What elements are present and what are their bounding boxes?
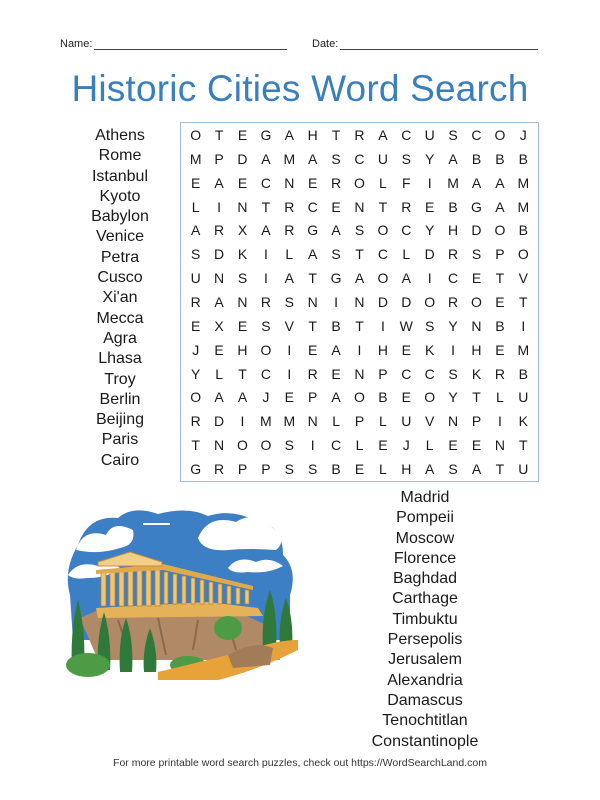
word-list-item: Agra: [103, 329, 137, 347]
grid-cell[interactable]: E: [471, 270, 482, 287]
grid-cell[interactable]: C: [424, 365, 435, 382]
grid-cell[interactable]: A: [495, 174, 505, 191]
grid-cell[interactable]: K: [425, 341, 435, 358]
grid-cell[interactable]: U: [518, 461, 529, 478]
grid-cell[interactable]: H: [448, 222, 459, 239]
grid-cell[interactable]: I: [427, 270, 432, 287]
grid-cell[interactable]: S: [354, 222, 365, 239]
grid-cell[interactable]: B: [518, 365, 528, 382]
grid-cell[interactable]: H: [471, 341, 482, 358]
grid-cell[interactable]: B: [495, 150, 505, 167]
grid-cell[interactable]: S: [191, 246, 201, 263]
grid-cell[interactable]: M: [447, 174, 459, 191]
date-label: Date:: [312, 38, 339, 50]
grid-cell[interactable]: I: [521, 317, 526, 334]
grid-cell[interactable]: V: [425, 413, 435, 430]
grid-cell[interactable]: N: [307, 293, 318, 310]
grid-cell[interactable]: B: [331, 317, 341, 334]
grid-cell[interactable]: P: [214, 150, 224, 167]
word-list-item: Jerusalem: [388, 651, 462, 669]
grid-cell[interactable]: S: [261, 317, 271, 334]
word-list-item: Damascus: [387, 691, 463, 709]
grid-cell[interactable]: H: [377, 341, 388, 358]
grid-cell[interactable]: E: [471, 437, 482, 454]
grid-cell[interactable]: S: [448, 365, 458, 382]
grid-cell[interactable]: I: [334, 293, 339, 310]
date-line[interactable]: [340, 40, 538, 50]
grid-cell[interactable]: A: [284, 270, 294, 287]
grid-cell[interactable]: D: [214, 246, 225, 263]
grid-cell[interactable]: A: [471, 174, 482, 191]
grid-cell[interactable]: A: [495, 198, 505, 215]
word-list-left: [60, 126, 180, 471]
grid-cell[interactable]: L: [191, 198, 200, 215]
grid-cell[interactable]: L: [215, 365, 223, 382]
grid-cell[interactable]: U: [377, 150, 388, 167]
grid-cell[interactable]: U: [190, 270, 201, 287]
grid-cell[interactable]: T: [378, 198, 388, 215]
grid-cell[interactable]: H: [401, 461, 412, 478]
word-list-item: Mecca: [96, 309, 144, 327]
grid-cell[interactable]: U: [518, 389, 529, 406]
grid-cell[interactable]: Y: [425, 222, 435, 239]
grid-cell[interactable]: T: [355, 317, 364, 334]
grid-cell[interactable]: L: [495, 389, 504, 406]
grid-cell[interactable]: E: [495, 293, 505, 310]
grid-cell[interactable]: H: [237, 341, 248, 358]
page-title: Historic Cities Word Search: [71, 68, 529, 109]
grid-cell[interactable]: J: [402, 437, 410, 454]
grid-cell[interactable]: O: [260, 341, 272, 358]
grid-cell[interactable]: A: [284, 126, 294, 143]
grid-cell[interactable]: N: [307, 413, 318, 430]
grid-cell[interactable]: N: [354, 365, 365, 382]
grid-cell[interactable]: B: [518, 150, 528, 167]
grid-cell[interactable]: N: [284, 174, 295, 191]
grid-cell[interactable]: K: [237, 246, 248, 263]
grid-cell[interactable]: E: [331, 365, 341, 382]
grid-cell[interactable]: A: [214, 293, 224, 310]
grid-cell[interactable]: H: [307, 126, 318, 143]
grid-cell[interactable]: C: [401, 365, 412, 382]
grid-cell[interactable]: T: [495, 270, 505, 287]
grid-cell[interactable]: E: [448, 437, 458, 454]
parthenon-acropolis-icon: [58, 500, 303, 685]
word-list-item: Paris: [101, 431, 139, 449]
grid-cell[interactable]: A: [214, 174, 224, 191]
grid-cell[interactable]: E: [191, 317, 201, 334]
grid-cell[interactable]: A: [448, 150, 458, 167]
grid-cell[interactable]: D: [401, 293, 412, 310]
grid-cell[interactable]: E: [495, 341, 505, 358]
grid-cell[interactable]: C: [401, 126, 412, 143]
grid-cell[interactable]: S: [331, 246, 341, 263]
grid-cell[interactable]: L: [378, 461, 387, 478]
word-list-item: Cairo: [100, 451, 140, 469]
grid-cell[interactable]: V: [518, 270, 528, 287]
grid-cell[interactable]: E: [237, 317, 248, 334]
grid-cell[interactable]: I: [263, 246, 268, 263]
grid-cell[interactable]: U: [401, 413, 412, 430]
grid-cell[interactable]: R: [284, 198, 295, 215]
grid-cell[interactable]: E: [214, 341, 224, 358]
grid-cell[interactable]: C: [471, 126, 482, 143]
grid-cell[interactable]: C: [307, 198, 318, 215]
grid-cell[interactable]: S: [284, 437, 294, 454]
grid-cell[interactable]: C: [401, 222, 412, 239]
grid-cell[interactable]: I: [263, 270, 268, 287]
grid-cell[interactable]: N: [237, 293, 248, 310]
grid-cell[interactable]: O: [494, 222, 506, 239]
grid-cell[interactable]: E: [378, 437, 388, 454]
grid-cell[interactable]: A: [331, 389, 341, 406]
grid-cell[interactable]: T: [495, 461, 505, 478]
grid-cell[interactable]: J: [519, 126, 527, 143]
grid-cell[interactable]: T: [191, 437, 200, 454]
grid-cell[interactable]: S: [448, 126, 458, 143]
grid-cell[interactable]: R: [494, 365, 505, 382]
grid-cell[interactable]: O: [517, 246, 529, 263]
grid-cell[interactable]: D: [377, 293, 388, 310]
grid-cell[interactable]: S: [448, 461, 458, 478]
grid-cell[interactable]: R: [284, 222, 295, 239]
grid-cell[interactable]: A: [354, 270, 365, 287]
word-list-item: Kyoto: [99, 187, 141, 205]
grid-cell[interactable]: O: [377, 222, 389, 239]
grid-cell[interactable]: A: [237, 389, 248, 406]
grid-cell[interactable]: B: [378, 389, 388, 406]
word-list-item: Babylon: [91, 208, 149, 226]
grid-cell[interactable]: M: [189, 150, 202, 167]
grid-cell[interactable]: S: [308, 461, 318, 478]
grid-cell[interactable]: O: [190, 389, 202, 406]
grid-cell[interactable]: T: [214, 126, 224, 143]
grid-cell[interactable]: L: [402, 246, 411, 263]
grid-cell[interactable]: P: [237, 461, 248, 478]
grid-cell[interactable]: R: [190, 413, 201, 430]
grid-cell[interactable]: E: [237, 126, 248, 143]
grid-cell[interactable]: P: [261, 461, 271, 478]
grid-cell[interactable]: P: [471, 413, 482, 430]
word-list-item: Moscow: [395, 529, 455, 547]
grid-cell[interactable]: P: [354, 413, 365, 430]
grid-cell[interactable]: R: [260, 293, 271, 310]
grid-cell[interactable]: N: [448, 413, 459, 430]
grid-cell[interactable]: O: [354, 389, 365, 406]
grid-cell[interactable]: O: [494, 126, 506, 143]
word-list-item: Berlin: [99, 390, 141, 408]
grid-cell[interactable]: C: [331, 437, 342, 454]
word-list-item: Tenochtitlan: [382, 712, 468, 730]
word-list-item: Madrid: [400, 489, 450, 506]
grid-cell[interactable]: A: [308, 150, 318, 167]
grid-cell[interactable]: R: [448, 246, 459, 263]
grid-cell[interactable]: P: [495, 246, 505, 263]
grid-cell[interactable]: C: [260, 174, 271, 191]
word-list-right: [350, 488, 500, 752]
grid-cell[interactable]: N: [214, 437, 225, 454]
grid-cell[interactable]: K: [471, 365, 482, 382]
grid-cell[interactable]: B: [518, 222, 528, 239]
grid-cell[interactable]: B: [331, 461, 341, 478]
grid-cell[interactable]: F: [402, 174, 411, 191]
grid-cell[interactable]: U: [424, 126, 435, 143]
grid-cell[interactable]: T: [355, 246, 364, 263]
grid-cell[interactable]: B: [471, 150, 482, 167]
grid-cell[interactable]: G: [260, 126, 272, 143]
grid-cell[interactable]: A: [261, 150, 271, 167]
word-list-item: Athens: [95, 127, 145, 144]
grid-cell[interactable]: I: [217, 198, 222, 215]
grid-cell[interactable]: N: [237, 198, 248, 215]
grid-cell[interactable]: A: [214, 389, 224, 406]
grid-cell[interactable]: O: [190, 126, 202, 143]
grid-cell[interactable]: P: [378, 365, 388, 382]
grid-cell[interactable]: Y: [425, 150, 435, 167]
grid-cell[interactable]: G: [471, 198, 482, 215]
grid-cell[interactable]: M: [517, 174, 530, 191]
grid-cell[interactable]: I: [497, 413, 502, 430]
grid-cell[interactable]: C: [377, 246, 388, 263]
grid-cell[interactable]: Y: [448, 389, 458, 406]
parthenon-illustration: [58, 500, 303, 685]
word-list-item: Constantinople: [371, 732, 479, 750]
grid-cell[interactable]: O: [354, 174, 365, 191]
grid-cell[interactable]: C: [354, 150, 365, 167]
grid-cell[interactable]: C: [260, 365, 271, 382]
grid-cell[interactable]: E: [308, 341, 318, 358]
word-list-item: Alexandria: [387, 671, 463, 689]
grid-cell[interactable]: A: [331, 222, 341, 239]
grid-cell[interactable]: A: [471, 461, 482, 478]
grid-cell[interactable]: E: [237, 174, 248, 191]
grid-cell[interactable]: N: [494, 437, 505, 454]
grid-cell[interactable]: R: [401, 198, 412, 215]
grid-cell[interactable]: D: [471, 222, 482, 239]
grid-cell[interactable]: A: [378, 126, 388, 143]
word-list-item: Florence: [393, 549, 457, 567]
grid-cell[interactable]: T: [331, 126, 341, 143]
word-list-item: Petra: [100, 248, 140, 266]
grid-cell[interactable]: S: [331, 150, 341, 167]
grid-cell[interactable]: O: [424, 293, 436, 310]
grid-cell[interactable]: T: [308, 270, 317, 287]
grid-cell[interactable]: R: [331, 174, 342, 191]
grid-cell[interactable]: R: [214, 461, 225, 478]
grid-cell[interactable]: O: [471, 293, 482, 310]
grid-cell[interactable]: J: [192, 341, 200, 358]
grid-cell[interactable]: E: [425, 198, 435, 215]
letter-grid: [180, 122, 539, 482]
grid-cell[interactable]: M: [283, 150, 296, 167]
grid-cell[interactable]: N: [354, 198, 365, 215]
word-list-item: Istanbul: [91, 167, 149, 185]
word-list-item: Pompeii: [396, 509, 454, 527]
grid-cell[interactable]: E: [401, 389, 411, 406]
grid-cell[interactable]: A: [331, 341, 341, 358]
grid-cell[interactable]: M: [260, 413, 272, 430]
grid-cell[interactable]: S: [237, 270, 248, 287]
grid-cell[interactable]: L: [378, 174, 387, 191]
grid-cell[interactable]: O: [377, 270, 389, 287]
word-list-item: Carthage: [392, 590, 458, 608]
word-list-item: Cusco: [97, 269, 143, 287]
grid-cell[interactable]: D: [424, 246, 435, 263]
grid-cell[interactable]: S: [401, 150, 411, 167]
grid-cell[interactable]: L: [425, 437, 434, 454]
grid-cell[interactable]: E: [284, 389, 294, 406]
grid-cell[interactable]: D: [237, 150, 248, 167]
grid-cell[interactable]: P: [308, 389, 318, 406]
grid-cell[interactable]: T: [261, 198, 271, 215]
name-label: Name:: [60, 38, 93, 50]
grid-cell[interactable]: Y: [448, 317, 458, 334]
grid-cell[interactable]: T: [472, 389, 481, 406]
grid-cell[interactable]: S: [471, 246, 482, 263]
footer-text: For more printable word search puzzles, check out https://WordSearchLand.com: [113, 757, 487, 769]
grid-cell[interactable]: O: [424, 389, 436, 406]
grid-cell[interactable]: T: [519, 293, 528, 310]
grid-cell[interactable]: Y: [191, 365, 201, 382]
grid-cell[interactable]: X: [237, 222, 248, 239]
grid-cell[interactable]: I: [240, 413, 245, 430]
grid-cell[interactable]: V: [284, 317, 294, 334]
word-list-item: Lhasa: [98, 350, 142, 368]
word-list-item: Xi'an: [102, 289, 138, 307]
grid-cell[interactable]: T: [519, 437, 528, 454]
grid-cell[interactable]: M: [517, 341, 530, 358]
grid-cell[interactable]: N: [354, 293, 365, 310]
grid-cell[interactable]: B: [495, 317, 505, 334]
grid-cell[interactable]: I: [310, 437, 315, 454]
name-field[interactable]: [60, 38, 287, 50]
grid-cell[interactable]: R: [448, 293, 459, 310]
grid-cell[interactable]: R: [214, 222, 225, 239]
grid-cell[interactable]: E: [331, 198, 341, 215]
grid-cell[interactable]: E: [354, 461, 365, 478]
grid-cell[interactable]: S: [425, 317, 435, 334]
grid-cell[interactable]: A: [425, 461, 435, 478]
grid-cell[interactable]: N: [214, 270, 225, 287]
grid-cell[interactable]: G: [307, 222, 319, 239]
grid-cell[interactable]: S: [284, 293, 294, 310]
grid-cell[interactable]: L: [378, 413, 387, 430]
grid-cell[interactable]: G: [330, 270, 342, 287]
grid-cell[interactable]: M: [517, 198, 530, 215]
word-list-item: Baghdad: [392, 570, 458, 588]
grid-cell[interactable]: I: [380, 317, 385, 334]
grid-cell[interactable]: A: [261, 222, 271, 239]
grid-cell[interactable]: A: [191, 222, 201, 239]
grid-cell[interactable]: D: [214, 413, 225, 430]
grid-cell[interactable]: J: [262, 389, 270, 406]
grid-cell[interactable]: R: [354, 126, 365, 143]
grid-cell[interactable]: S: [284, 461, 294, 478]
grid-cell[interactable]: E: [191, 174, 201, 191]
grid-cell[interactable]: L: [355, 437, 364, 454]
grid-cell[interactable]: R: [190, 293, 201, 310]
grid-cell[interactable]: R: [307, 365, 318, 382]
grid-cell[interactable]: A: [401, 270, 411, 287]
grid-cell[interactable]: O: [260, 437, 272, 454]
grid-cell[interactable]: A: [308, 246, 318, 263]
grid-cell[interactable]: E: [401, 341, 411, 358]
grid-cell[interactable]: E: [308, 174, 318, 191]
grid-cell[interactable]: T: [308, 317, 317, 334]
word-list-item: Rome: [98, 147, 142, 165]
word-list-item: Beijing: [95, 411, 145, 429]
grid-cell[interactable]: O: [237, 437, 248, 454]
grid-cell[interactable]: T: [238, 365, 247, 382]
grid-cell[interactable]: B: [448, 198, 458, 215]
grid-cell[interactable]: L: [332, 413, 340, 430]
name-line[interactable]: [94, 40, 287, 50]
word-list-item: Troy: [104, 370, 136, 388]
grid-cell[interactable]: K: [518, 413, 528, 430]
grid-cell[interactable]: N: [471, 317, 482, 334]
grid-cell[interactable]: C: [448, 270, 459, 287]
grid-cell[interactable]: G: [190, 461, 202, 478]
grid-cell[interactable]: I: [287, 341, 292, 358]
grid-cell[interactable]: M: [283, 413, 296, 430]
grid-cell[interactable]: X: [214, 317, 224, 334]
grid-cell[interactable]: L: [285, 246, 294, 263]
date-field[interactable]: [312, 38, 538, 50]
grid-cell[interactable]: I: [287, 365, 292, 382]
word-list-item: Venice: [95, 228, 145, 246]
grid-cell[interactable]: W: [399, 317, 413, 334]
grid-cell[interactable]: I: [427, 174, 432, 191]
word-list-item: Timbuktu: [392, 610, 458, 628]
grid-cell[interactable]: I: [357, 341, 362, 358]
word-list-item: Persepolis: [387, 631, 463, 649]
grid-cell[interactable]: I: [451, 341, 456, 358]
